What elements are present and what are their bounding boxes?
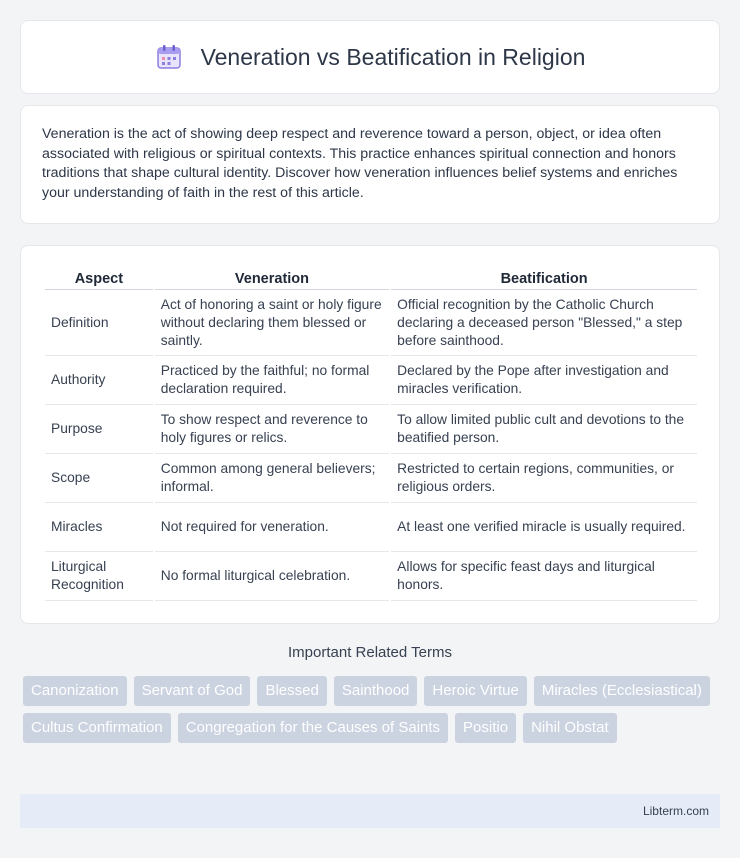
header-card — [20, 20, 720, 94]
tag-positio[interactable]: Positio — [455, 713, 516, 743]
row-veneration: No formal liturgical celebration. — [155, 552, 389, 601]
row-beatification: Official recognition by the Catholic Church declaring a deceased person "Blessed," a step before sainthood. — [391, 290, 697, 356]
row-aspect: Purpose — [45, 405, 153, 454]
row-beatification: Restricted to certain regions, communities, or religious orders. — [391, 454, 697, 503]
row-aspect: Scope — [45, 454, 153, 503]
table-row — [45, 405, 697, 454]
row-aspect: Definition — [45, 290, 153, 356]
title-wrap — [155, 43, 586, 71]
comparison-table-card — [20, 245, 720, 624]
row-veneration: Practiced by the faithful; no formal declaration required. — [155, 356, 389, 405]
row-beatification: Declared by the Pope after investigation and miracles verification. — [391, 356, 697, 405]
row-aspect: Authority — [45, 356, 153, 405]
row-aspect: Liturgical Recognition — [45, 552, 153, 601]
tag-cultus-confirmation[interactable]: Cultus Confirmation — [23, 713, 171, 743]
tag-canonization[interactable]: Canonization — [23, 676, 127, 706]
footer — [20, 794, 720, 828]
tag-heroic-virtue[interactable]: Heroic Virtue — [424, 676, 526, 706]
related-terms-tags — [23, 676, 723, 743]
tag-servant-of-god[interactable]: Servant of God — [134, 676, 251, 706]
header-beatification: Beatification — [391, 266, 697, 290]
row-veneration: Act of honoring a saint or holy figure without declaring them blessed or saintly. — [155, 290, 389, 356]
tag-blessed[interactable]: Blessed — [257, 676, 326, 706]
table-row — [45, 503, 697, 552]
row-beatification: To allow limited public cult and devotions to the beatified person. — [391, 405, 697, 454]
row-veneration: To show respect and reverence to holy figures or relics. — [155, 405, 389, 454]
tag-miracles-ecclesiastical[interactable]: Miracles (Ecclesiastical) — [534, 676, 710, 706]
calendar-icon — [155, 43, 183, 71]
row-veneration: Common among general believers; informal. — [155, 454, 389, 503]
intro-text: Veneration is the act of showing deep respect and reverence toward a person, object, or idea often associated with religious or spiritual contexts. This practice enhances spiritual connection and honors traditions that shape cultural identity. Discover how veneration influences belief systems and enriches your understanding of faith in the rest of this article. — [42, 126, 678, 201]
table-row — [45, 356, 697, 405]
related-terms-title: Important Related Terms — [288, 644, 452, 661]
tag-congregation-causes-of-saints[interactable]: Congregation for the Causes of Saints — [178, 713, 448, 743]
row-beatification: Allows for specific feast days and liturgical honors. — [391, 552, 697, 601]
header-veneration: Veneration — [155, 266, 389, 290]
row-beatification: At least one verified miracle is usually required. — [391, 503, 697, 552]
table-row — [45, 552, 697, 601]
row-aspect: Miracles — [45, 503, 153, 552]
comparison-table — [43, 266, 699, 601]
header-aspect: Aspect — [45, 266, 153, 290]
table-row — [45, 454, 697, 503]
row-veneration: Not required for veneration. — [155, 503, 389, 552]
page-title: Veneration vs Beatification in Religion — [200, 43, 586, 70]
tag-nihil-obstat[interactable]: Nihil Obstat — [523, 713, 617, 743]
tag-sainthood[interactable]: Sainthood — [334, 676, 418, 706]
intro-card — [20, 105, 720, 224]
table-row — [45, 290, 697, 356]
footer-brand[interactable]: Libterm.com — [642, 804, 709, 818]
table-header-row — [45, 266, 697, 290]
